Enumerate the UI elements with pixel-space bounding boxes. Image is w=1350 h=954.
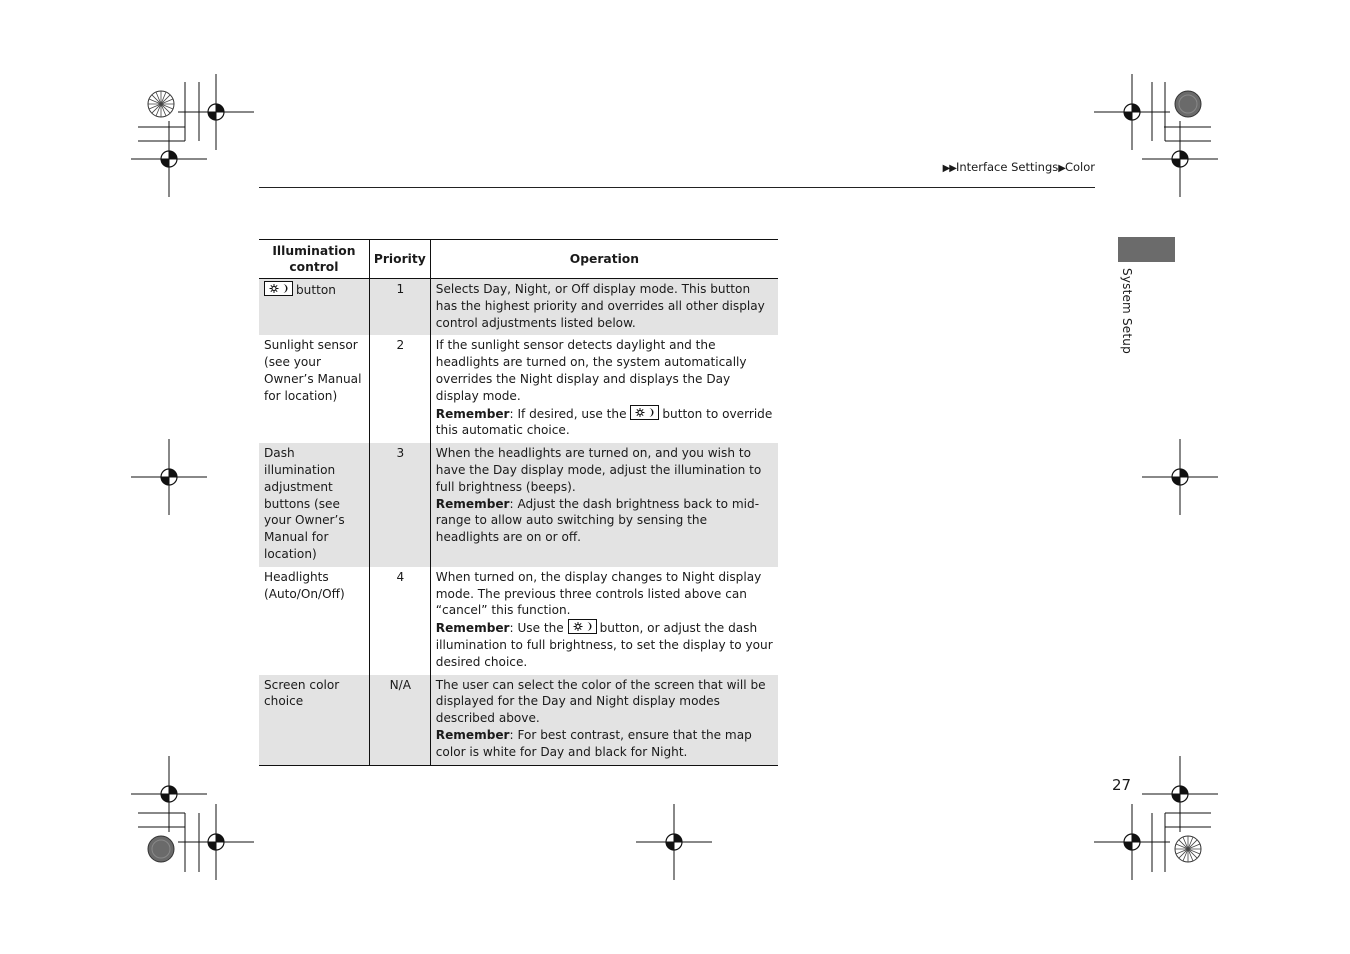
control-cell: Screen color choice xyxy=(259,675,369,765)
remember-text-cont: button to override this automatic choice. xyxy=(435,406,773,438)
control-cell: Headlights (Auto/On/Off) xyxy=(264,569,345,601)
priority-cell: 1 xyxy=(369,279,430,336)
remember-label: Remember xyxy=(435,621,510,636)
control-label: button xyxy=(296,283,336,297)
priority-cell: 3 xyxy=(369,443,430,567)
remember-text: : Adjust the dash brightness back to mid-range to allow auto switching by sensing the headlights are on or off. xyxy=(435,496,760,545)
breadcrumb-arrows: ▶▶ xyxy=(942,163,956,174)
side-tab-label: System Setup xyxy=(1120,268,1134,354)
remember-text: : For best contrast, ensure that the map color is white for Day and black for Night. xyxy=(435,727,752,759)
remember-text: : If desired, use the xyxy=(509,406,627,421)
breadcrumb-section[interactable]: Interface Settings xyxy=(955,160,1059,174)
control-cell: Dash illumination adjustment buttons (see your Owner’s Manual for location) xyxy=(259,443,369,567)
remember-text-cont: button, or adjust the dash illumination to full brightness, to set the display to your desired choice. xyxy=(435,621,773,669)
priority-cell: N/A xyxy=(369,675,430,765)
header-illumination-control: Illumination control xyxy=(259,240,369,279)
header-operation: Operation xyxy=(430,240,778,279)
control-cell: Sunlight sensor (see your Owner’s Manual for location) xyxy=(264,338,362,403)
operation-text: If the sunlight sensor detects daylight and the headlights are turned on, the system automatically overrides the Night display and displays the Day display mode. xyxy=(435,338,747,403)
page-number: 27 xyxy=(1112,776,1132,794)
priority-cell: 4 xyxy=(369,567,430,675)
header-priority: Priority xyxy=(369,240,430,279)
operation-text: When the headlights are turned on, and you wish to have the Day display mode, adjust the illumination to full brightness (beeps). xyxy=(435,446,762,494)
remember-text: : Use the xyxy=(509,621,564,636)
remember-label: Remember xyxy=(435,727,510,742)
remember-label: Remember xyxy=(435,496,510,511)
operation-cell: Selects Day, Night, or Off display mode. This button has the highest priority and overrides all other display control adjustments listed below. xyxy=(430,279,778,336)
breadcrumb-page: Color xyxy=(1064,160,1095,174)
priority-cell: 2 xyxy=(369,335,430,443)
breadcrumb-separator: ▶ xyxy=(1058,163,1065,174)
operation-text: When turned on, the display changes to Night display mode. The previous three controls listed above can “cancel” this function. xyxy=(435,569,762,618)
remember-label: Remember xyxy=(435,406,510,421)
operation-text: The user can select the color of the screen that will be displayed for the Day and Night display modes described above. xyxy=(435,677,766,726)
